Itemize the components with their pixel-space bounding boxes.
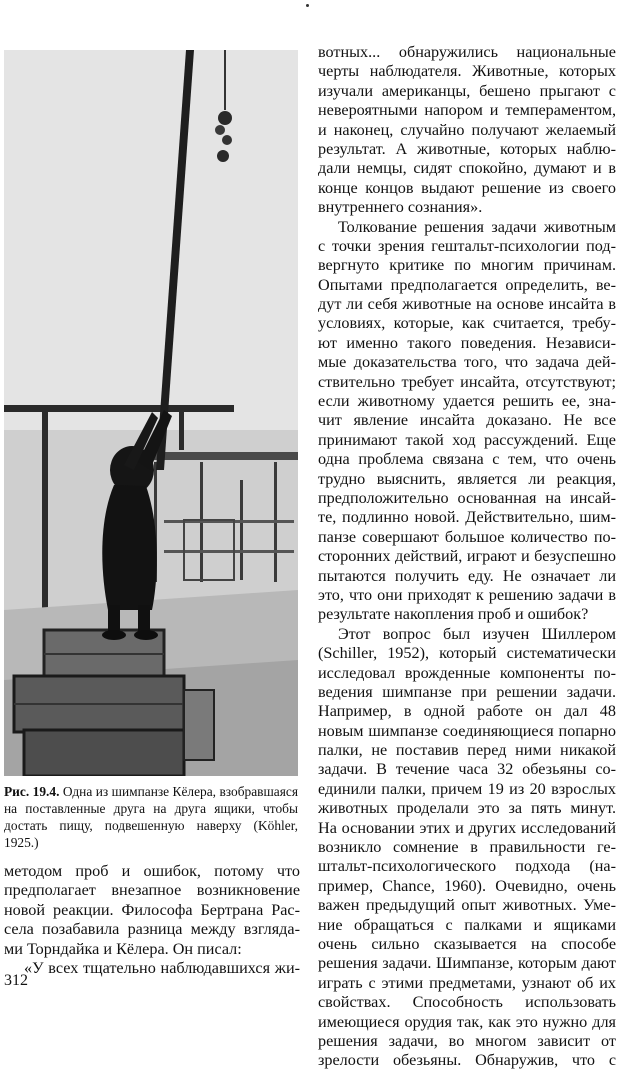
text-line: новой реакции. Философа Бертрана Рас- xyxy=(4,900,300,919)
text-line: Опытами предполагается определить, ве- xyxy=(318,275,616,294)
text-line: Этот вопрос был изучен Шиллером xyxy=(338,624,616,643)
right-column-text xyxy=(318,43,616,1071)
text-line: условиях, которые, как считается, требу- xyxy=(318,314,616,333)
text-line: сторонних действий, играют и безуспешно xyxy=(318,547,616,566)
text-line: очень сильно сказывается на способе xyxy=(318,934,616,953)
text-line: трудно выяснить, является ли реакция, xyxy=(318,469,616,488)
text-line: Толкование решения задачи животным xyxy=(338,217,616,236)
text-line: мые доказательства того, что задача дей- xyxy=(318,353,616,372)
text-line: те, подлинно новой. Действительно, шим- xyxy=(318,508,616,527)
text-line: пытаются получить еду. Не означает ли xyxy=(318,566,616,585)
text-line: решения задачи. Шимпанзе, которым дают xyxy=(318,954,616,973)
text-line: дут ли себя животные на основе инсайта в xyxy=(318,295,616,314)
text-line: предположительно основанная на инсай- xyxy=(318,488,616,507)
text-line: единили палки, причем 19 из 20 взрослых xyxy=(318,779,616,798)
text-line: результат. А животные, которых наблю- xyxy=(318,139,616,158)
text-line: черты наблюдателя. Животные, которых xyxy=(318,62,616,81)
text-line: вергнуто критике по многим причинам. xyxy=(318,256,616,275)
text-line: изучали американцы, бешено прыгают с xyxy=(318,81,616,100)
print-dot xyxy=(306,4,309,7)
text-line: важен предыдущий опыт животных. Уме- xyxy=(318,896,616,915)
text-line: невероятными напором и темпераментом, xyxy=(318,101,616,120)
text-line: палки, не поставив перед ними никакой xyxy=(318,741,616,760)
text-line: внутреннего сознания». xyxy=(318,198,483,217)
text-line: свойствах. Способность использовать xyxy=(318,993,616,1012)
figure-caption xyxy=(4,783,298,851)
left-column-text xyxy=(4,862,300,978)
text-line: ние обращаться с палками и ящиками xyxy=(318,915,616,934)
page-number: 312 xyxy=(4,972,28,989)
chimpanzee-boxes-illustration xyxy=(4,50,298,776)
text-line: задачи. В течение часа 32 обезьяны со- xyxy=(318,760,616,779)
text-line: На основании этих и других исследований xyxy=(318,818,616,837)
text-line: новым шимпанзе соединяющиеся попарно xyxy=(318,721,616,740)
text-line: штальт-психологического подхода (на- xyxy=(318,857,616,876)
text-line: села позабавила разница между взгляда- xyxy=(4,920,300,939)
text-line: чит явление инсайта доказано. Не все xyxy=(318,411,616,430)
text-line: Например, в одной работе он дал 48 xyxy=(318,702,616,721)
figure-caption-text: Одна из шимпанзе Кёлера, взобравшаяся на поставленные друга на друга ящики, чтобы достать пищу, подвешенную наверху (Köhler, 1925.) xyxy=(4,784,298,850)
text-line: принимают такой ход рассуждений. Еще xyxy=(318,430,616,449)
text-line: с точки зрения гештальт-психологии под- xyxy=(318,236,616,255)
text-line: (Schiller, 1952), который систематически xyxy=(318,644,616,663)
text-line: это, что они приходят к решению задачи в xyxy=(318,585,616,604)
text-line: ствительно требует инсайта, отсутствуют; xyxy=(318,372,616,391)
text-line: пример, Chance, 1960). Очевидно, очень xyxy=(318,876,616,895)
text-line: ведения шимпанзе при решении задачи. xyxy=(318,682,616,701)
text-line: имеющиеся орудия так, как это нужно для xyxy=(318,1012,616,1031)
text-line: дали немцы, сидят спокойно, думают и в xyxy=(318,159,616,178)
figure-photo xyxy=(4,50,298,776)
text-line: предполагает внезапное возникновение xyxy=(4,881,300,900)
text-line: животных проделали это за пять минут. xyxy=(318,799,616,818)
text-line: вотных... обнаружились национальные xyxy=(318,43,616,61)
text-line: одна проблема связана с тем, что очень xyxy=(318,450,616,469)
text-line: ми Торндайка и Кёлера. Он писал: xyxy=(4,939,242,958)
text-line: если животному удается решить ее, зна- xyxy=(318,392,616,411)
text-line: ют именно такого поведения. Независи- xyxy=(318,333,616,352)
text-line: играть с этими предметами, узнают об их xyxy=(318,973,616,992)
text-line: «У всех тщательно наблюдавшихся жи- xyxy=(24,958,300,977)
text-line: решения задачи, во многом зависит от xyxy=(318,1031,616,1050)
text-line: конце концов выдают решение из своего xyxy=(318,178,616,197)
text-line: результате накопления проб и ошибок? xyxy=(318,605,589,624)
text-line: зрелости обезьяны. Обнаружив, что с xyxy=(318,1051,616,1070)
text-line: исследовал врожденные компоненты по- xyxy=(318,663,616,682)
text-line: панзе совершают большое количество по- xyxy=(318,527,616,546)
text-line: и наконец, случайно получают желаемый xyxy=(318,120,616,139)
text-line: возникло сомнение в правильности ге- xyxy=(318,838,616,857)
text-line: методом проб и ошибок, потому что xyxy=(4,862,300,880)
figure-label: Рис. 19.4. xyxy=(4,784,60,799)
